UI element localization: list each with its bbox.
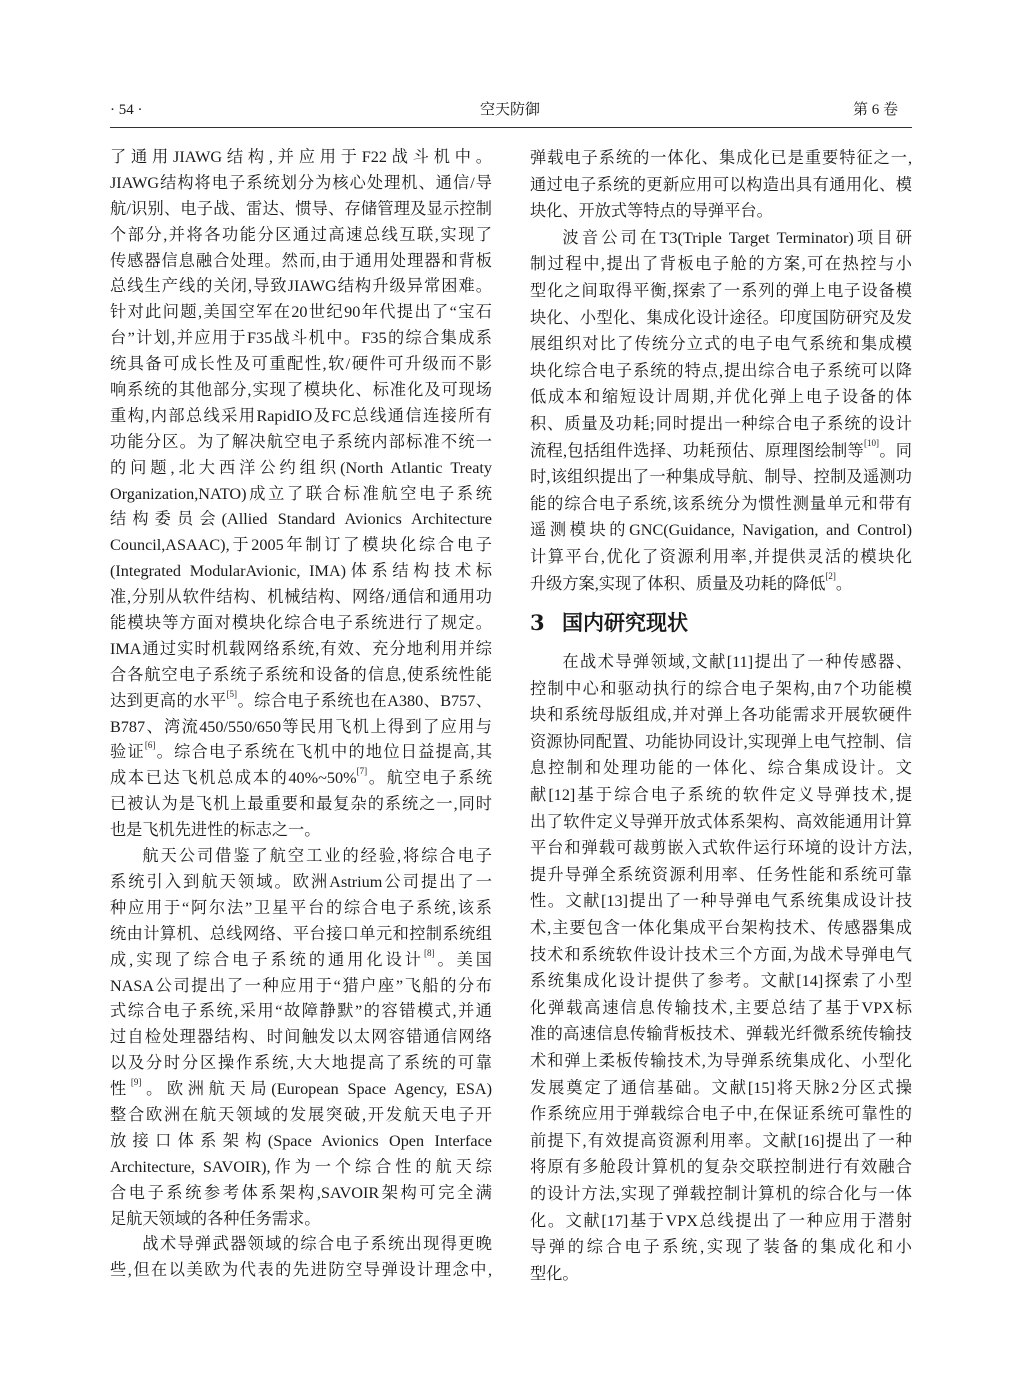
text-line: 制过程中,提出了背板电子舱的方案,可在热控与小 (530, 255, 912, 274)
left-column (110, 145, 492, 1284)
text-line: 块化、开放式等特点的导弹平台。 (530, 202, 773, 221)
text-line: 种应用于“阿尔法”卫星平台的综合电子系统,该系 (110, 898, 492, 917)
citation-superscript: [8] (423, 947, 435, 958)
text-segment: 成,实现了综合电子系统的通用化设计 (110, 950, 424, 969)
text-segment: 。航空电子系统 (367, 769, 492, 788)
text-line: 准,分别从软件结构、机械结构、网络/通信和通用功 (110, 588, 492, 607)
text-line: 航天公司借鉴了航空工业的经验,将综合电子 (142, 847, 492, 866)
text-line: 弹载电子系统的一体化、集成化已是重要特征之一, (530, 149, 912, 167)
citation-superscript: [9] (130, 1077, 142, 1088)
text-line: 航/识别、电子战、雷达、惯导、存储管理及显示控制 (110, 199, 492, 218)
text-line (530, 571, 912, 598)
text-line: 术和弹上柔板传输技术,为导弹系统集成化、小型化 (530, 1052, 912, 1070)
text-line: 出了软件定义导弹开放式体系架构、高效能通用计算 (530, 812, 912, 831)
text-line: 波音公司在T3(Triple Target Terminator)项目研 (562, 228, 912, 247)
text-line: 控制中心和驱动执行的综合电子架构,由7个功能模 (530, 679, 912, 698)
text-line: 前提下,有效提高资源利用率。文献[16]提出了一种 (530, 1131, 912, 1150)
text-line: 放接口体系架构(Space Avionics Open Interface (110, 1131, 492, 1150)
text-line: 低成本和缩短设计周期,并优化弹上电子设备的体 (530, 388, 912, 407)
text-line: 能模块等方面对模块化综合电子系统进行了规定。 (110, 614, 492, 633)
text-line: 合各航空电子系统子系统和设备的信息,使系统性能 (110, 665, 492, 684)
text-line: IMA通过实时机载网络系统,有效、充分地利用并综 (110, 639, 492, 658)
text-line: 已被认为是飞机上最重要和最复杂的系统之一,同时 (110, 795, 492, 814)
text-line: 提升导弹全系统资源利用率、任务性能和系统可靠 (530, 865, 912, 884)
text-line (110, 948, 492, 974)
citation-superscript: [10] (864, 437, 880, 448)
text-segment: 。同 (879, 441, 912, 460)
text-line: 作系统应用于弹载综合电子中,在保证系统可靠性的 (530, 1105, 912, 1124)
text-line: 结构委员会(Allied Standard Avionics Architecture (110, 510, 492, 529)
text-line: 足航天领域的各种任务需求。 (110, 1209, 321, 1228)
text-line: 将原有多舱段计算机的复杂交联控制进行有效融合 (530, 1158, 912, 1177)
text-line: 资源协同配置、功能协同设计,实现弹上电气控制、信 (530, 732, 912, 751)
text-line: 传感器信息融合处理。然而,由于通用处理器和背板 (110, 251, 492, 270)
header-rule (110, 127, 912, 128)
page-number: · 54 · (110, 102, 143, 118)
text-line: 过自检处理器结构、时间触发以太网容错通信网络 (110, 1028, 492, 1047)
text-segment: 性 (110, 1080, 131, 1099)
text-line: 合电子系统参考体系架构,SAVOIR架构可完全满 (110, 1183, 492, 1202)
text-line: 块化综合电子系统的特点,提出综合电子系统可以降 (530, 361, 912, 380)
text-segment: 验证 (110, 743, 145, 762)
text-line: Architecture, SAVOIR),作为一个综合性的航天综 (110, 1157, 492, 1176)
text-line: 息控制和处理功能的一体化、综合集成设计。文 (530, 759, 912, 778)
text-line: Organization,NATO)成立了联合标准航空电子系统 (110, 484, 492, 503)
text-segment: 升级方案,实现了体积、质量及功耗的降低 (530, 574, 826, 593)
text-line: 战术导弹武器领域的综合电子系统出现得更晚 (142, 1235, 492, 1254)
text-line (110, 766, 492, 792)
text-segment: 。综合电子系统也在A380、B757、 (236, 691, 492, 710)
text-line: 响系统的其他部分,实现了模块化、标准化及可现场 (110, 381, 492, 400)
text-line: 些,但在以美欧为代表的先进防空导弹设计理念中, (110, 1261, 492, 1280)
text-line: 术,主要包含一体化集成平台架构技术、传感器集成 (530, 919, 912, 938)
text-line: 平台和弹载可裁剪嵌入式软件运行环境的设计方法, (530, 839, 912, 858)
text-line: 在战术导弹领域,文献[11]提出了一种传感器、 (562, 653, 912, 672)
text-segment: 。综合电子系统在飞机中的地位日益提高,其 (155, 743, 492, 762)
citation-superscript: [7] (356, 766, 368, 777)
citation-superscript: [2] (825, 570, 836, 581)
text-line: 通过电子系统的更新应用可以构造出具有通用化、模 (530, 175, 912, 194)
text-line: 准的高速信息传输背板技术、弹载光纤微系统传输技 (530, 1025, 912, 1044)
text-segment: 。 (835, 574, 853, 593)
text-line: 计算平台,优化了资源利用率,并提供灵活的模块化 (530, 547, 912, 566)
citation-superscript: [5] (226, 688, 237, 699)
text-line (110, 1077, 492, 1103)
text-line: 块化、小型化、集成化设计途径。印度国防研究及发 (530, 308, 912, 327)
text-line: 能的综合电子系统,该系统分为惯性测量单元和带有 (530, 494, 912, 513)
text-line: 献[12]基于综合电子系统的软件定义导弹技术,提 (530, 786, 912, 805)
text-line: 整合欧洲在航天领域的发展突破,开发航天电子开 (110, 1105, 492, 1124)
text-line: 系统引入到航天领域。欧洲Astrium公司提出了一 (110, 872, 492, 891)
text-line: 技术和系统软件设计技术三个方面,为战术导弹电气 (530, 945, 912, 964)
section-heading (530, 597, 912, 649)
text-line: 式综合电子系统,采用“故障静默”的容错模式,并通 (110, 1002, 492, 1021)
text-line: 型化。 (530, 1264, 579, 1283)
text-line: B787、湾流450/550/650等民用飞机上得到了应用与 (110, 717, 492, 736)
text-line: (Integrated ModularAvionic, IMA)体系结构技术标 (110, 562, 492, 581)
text-line: Council,ASAAC),于2005年制订了模块化综合电子 (110, 536, 492, 555)
text-line: 时,该组织提出了一种集成导航、制导、控制及遥测功 (530, 468, 912, 487)
text-line: 性。文献[13]提出了一种导弹电气系统集成设计技 (530, 892, 912, 911)
text-line: 遥测模块的GNC(Guidance, Navigation, and Control) (530, 521, 912, 540)
volume-label: 第 6 卷 (852, 102, 898, 118)
text-line: NASA公司提出了一种应用于“猎户座”飞船的分布 (110, 976, 492, 995)
text-line: 的设计方法,实现了弹载控制计算机的综合化与一体 (530, 1184, 912, 1203)
text-line: 型化之间取得平衡,探索了一系列的弹上电子设备模 (530, 281, 912, 300)
text-line (530, 438, 912, 465)
citation-superscript: [6] (144, 740, 156, 751)
section-number: 3 (530, 610, 545, 636)
text-line: 统由计算机、总线网络、平台接口单元和控制系统组 (110, 924, 492, 943)
text-segment: 成本已达飞机总成本的40%~50% (110, 769, 357, 788)
text-line: 统具备可成长性及可重配性,软/硬件可升级而不影 (110, 355, 492, 374)
text-segment: 达到更高的水平 (110, 691, 227, 710)
text-line: 导弹的综合电子系统,实现了装备的集成化和小 (530, 1238, 912, 1257)
text-line: 了通用JIAWG结构,并应用于F22战斗机中。 (110, 148, 492, 166)
text-line: 个部分,并将各功能分区通过高速总线互联,实现了 (110, 225, 492, 244)
right-column (530, 145, 912, 1287)
text-line: 块和系统母版组成,并对弹上各功能需求开展软硬件 (530, 706, 912, 725)
text-line: 化。文献[17]基于VPX总线提出了一种应用于潜射 (530, 1211, 912, 1230)
text-line: JIAWG结构将电子系统划分为核心处理机、通信/导 (110, 173, 492, 192)
text-segment: 流程,包括组件选择、功耗预估、原理图绘制等 (530, 441, 865, 460)
journal-title: 空天防御 (479, 102, 540, 118)
text-line: 功能分区。为了解决航空电子系统内部标准不统一 (110, 432, 492, 451)
text-line: 台”计划,并应用于F35战斗机中。F35的综合集成系 (110, 329, 492, 348)
text-line: 也是飞机先进性的标志之一。 (110, 821, 321, 840)
text-line: 重构,内部总线采用RapidIO及FC总线通信连接所有 (110, 406, 492, 425)
text-line: 的问题,北大西洋公约组织(North Atlantic Treaty (110, 458, 492, 477)
text-line: 化弹载高速信息传输技术,主要总结了基于VPX标 (530, 998, 912, 1017)
text-line: 展组织对比了传统分立式的电子电气系统和集成模 (530, 335, 912, 354)
text-line (110, 689, 492, 715)
text-line: 积、质量及功耗;同时提出一种综合电子系统的设计 (530, 414, 912, 433)
text-segment: 。欧洲航天局(European Space Agency, ESA) (141, 1080, 492, 1099)
text-line: 总线生产线的关闭,导致JIAWG结构升级异常困难。 (110, 277, 492, 296)
text-line: 发展奠定了通信基础。文献[15]将天脉2分区式操 (530, 1078, 912, 1097)
text-line: 针对此问题,美国空军在20世纪90年代提出了“宝石 (110, 303, 492, 322)
text-line (110, 740, 492, 766)
text-line: 以及分时分区操作系统,大大地提高了系统的可靠 (110, 1054, 492, 1073)
text-segment: 。美国 (434, 950, 492, 969)
section-title: 国内研究现状 (562, 610, 688, 636)
text-line: 系统集成化设计提供了参考。文献[14]探索了小型 (530, 972, 912, 991)
